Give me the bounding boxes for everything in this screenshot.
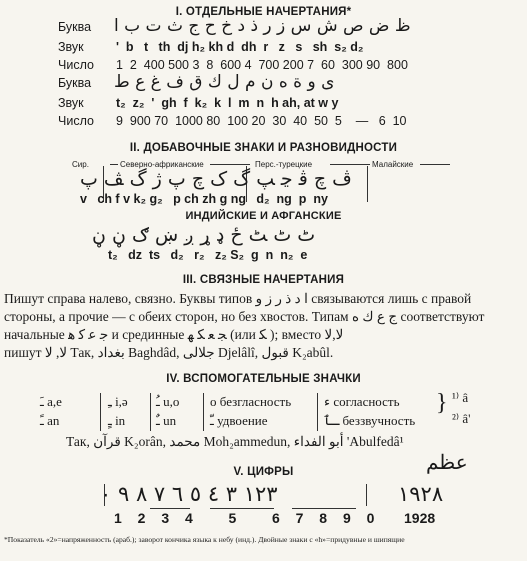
- row-numbers-1: [58, 58, 408, 72]
- madda-note-2: ²⁾ â': [452, 411, 471, 426]
- section-1-title: I. ОТДЕЛЬНЫЕ НАЧЕРТАНИЯ*: [175, 6, 352, 18]
- row-numbers-2: [58, 114, 407, 128]
- footnote: *Показатель «2»=напряженность (араб.); заворот кончика языка к небу (инд.). Двойные знаки с «h»=придувные и шипящие: [4, 535, 405, 544]
- additional-translit: v ch f v k₂ g₂ p ch zh g ng d₂ ng p ny: [80, 192, 328, 206]
- kasra-icon: ـِ: [108, 394, 112, 409]
- additional-letters: ﭪ ﭺ ﭬ ﭸ ﭗ ﮒ ﮎ ﭺ ﭖ ﮊ ﮒ ﭫ ﭖ: [80, 168, 352, 190]
- row-label: Буква: [58, 20, 92, 34]
- sounds-1: ' b t th dj h₂ kh d dh r z s sh s₂ d₂: [116, 40, 364, 54]
- year-arabic: ١٩٢٨: [398, 482, 444, 506]
- fatha-icon: ـَ: [40, 394, 44, 409]
- diacritic-kasratan: ـٍ in: [108, 413, 126, 428]
- diacritic-fathatan: ـً an: [40, 413, 60, 428]
- diacritic-wasla: ـٱ беззвучность: [324, 413, 416, 428]
- row-label: Звук: [58, 40, 84, 54]
- madda-note-1: ¹⁾ â: [452, 390, 469, 405]
- diacritic-dammatan: ـٌ un: [156, 413, 177, 428]
- row-label: Число: [58, 58, 94, 72]
- damma-icon: ـُ: [156, 394, 160, 409]
- connected-writing-text: Пишут справа налево, связно. Буквы типов ﺍ ﺩ ﺫ ﺭ ﺯ ﻭ связываются лишь с правой стороны, а прочие — с обеих сторон, но без хвостов. Типам ﺝ ﻉ ﻙ ﻩ соответствуют начальные ﺟ ﻋ ﻛ ﻫ и срединные ﺠ ﻌ ﻜ ﻬ (или ﻜ ); вместо ﻻ,ﻻ: [4, 291, 485, 342]
- diacritic-kasra: ـِ i,ə: [108, 394, 128, 409]
- section-3-title: III. СВЯЗНЫЕ НАЧЕРТАНИЯ: [182, 274, 345, 286]
- section-2-title: II. ДОБАВОЧНЫЕ ЗНАКИ И РАЗНОВИДНОСТИ: [129, 142, 398, 154]
- category-north-african: Северно-африканские: [120, 160, 204, 169]
- indian-translit: t₂ dz ts d₂ r₂ z₂ S₂ g n n₂ e: [108, 248, 308, 262]
- indian-letters: ﭦ ﭦ ﭧ ځ ډ ړ ږ ښ ګ ڼ ڼ: [92, 224, 316, 246]
- row-letters-1: [58, 16, 411, 36]
- year-latin: 1928: [404, 510, 436, 526]
- dammatan-icon: ـٌ: [156, 413, 160, 428]
- diacritic-examples: Так, ﻗﺮﺁﻥ K₂orân, ﻣﺤﻤﺪ Moh₂ammedun, ﺃﺑﻮ ﺍﻟﻔﺪﺍﺀ 'Abulfedâ¹: [66, 434, 404, 449]
- row-label: Звук: [58, 96, 84, 110]
- diacritic-damma: ـُ u,o: [156, 394, 180, 409]
- diacritic-hamza: ء согласность: [324, 394, 400, 409]
- fathatan-icon: ـً: [40, 413, 44, 428]
- latin-numerals: 1 2 3 4 5 6 7 8 9 0: [114, 510, 381, 526]
- indian-afghan-subtitle: ИНДИЙСКИЕ И АФГАНСКИЕ: [185, 210, 342, 222]
- row-sounds-1: [58, 40, 363, 54]
- row-label: Буква: [58, 76, 92, 90]
- numbers-1: 1 2 400 500 3 8 600 4 700 200 7 60 300 90 800: [116, 58, 408, 72]
- row-letters-2: [58, 72, 335, 92]
- diacritic-shadda: ـّ удвоение: [210, 413, 268, 428]
- arabic-letters-1: ﻅ ﺽ ﺹ ﺵ ﺱ ﺯ ﺭ ﺫ ﺩ ﺥ ﺡ ﺝ ﺙ ﺕ ﺏ ﺍ: [114, 16, 411, 36]
- section-5-title: V. ЦИФРЫ: [233, 466, 294, 478]
- connected-writing-examples: пишут ﻻ, ﻻ Так, ﺑﻐﺪﺍﺩ Baghdâd, ﺟﻼﻟﻰ Djelâlî, ﻗﺒﻮﻝ K₂abûl.: [4, 345, 334, 360]
- arabic-letters-2: ﻯ ﻭ ﺓ ﻩ ﻥ ﻡ ﻝ ﻙ ﻕ ﻑ ﻍ ﻉ ﻁ: [114, 72, 335, 92]
- brace-icon: }: [436, 390, 448, 416]
- row-label: Число: [58, 114, 94, 128]
- numbers-2: 9 900 70 1000 80 100 20 30 40 50 5 — 6 10: [116, 114, 407, 128]
- shadda-icon: ـّ: [210, 413, 214, 428]
- hamza-icon: ء: [324, 394, 331, 409]
- row-sounds-2: [58, 96, 338, 110]
- calligraphy-example-icon: ﻋﻈﻢ: [426, 452, 468, 474]
- wasla-icon: ـٱ: [324, 413, 340, 428]
- diacritic-fatha: ـَ a,e: [40, 394, 62, 409]
- category-persian-turkish: Перс.-турецкие: [255, 160, 313, 169]
- category-syriac: Сир.: [72, 160, 89, 169]
- category-malay: Малайские: [372, 160, 414, 169]
- arabic-numerals: ١٢٣ ٣ ٤ ٥ ٦ ٧ ٨ ٩ ٠: [100, 482, 278, 506]
- kasratan-icon: ـٍ: [108, 413, 112, 428]
- diacritic-sukun: о безгласность: [210, 394, 292, 409]
- section-4-title: IV. ВСПОМОГАТЕЛЬНЫЕ ЗНАЧКИ: [166, 373, 361, 385]
- sounds-2: t₂ z₂ ' gh f k₂ k l m n h ah, at w y: [116, 96, 339, 110]
